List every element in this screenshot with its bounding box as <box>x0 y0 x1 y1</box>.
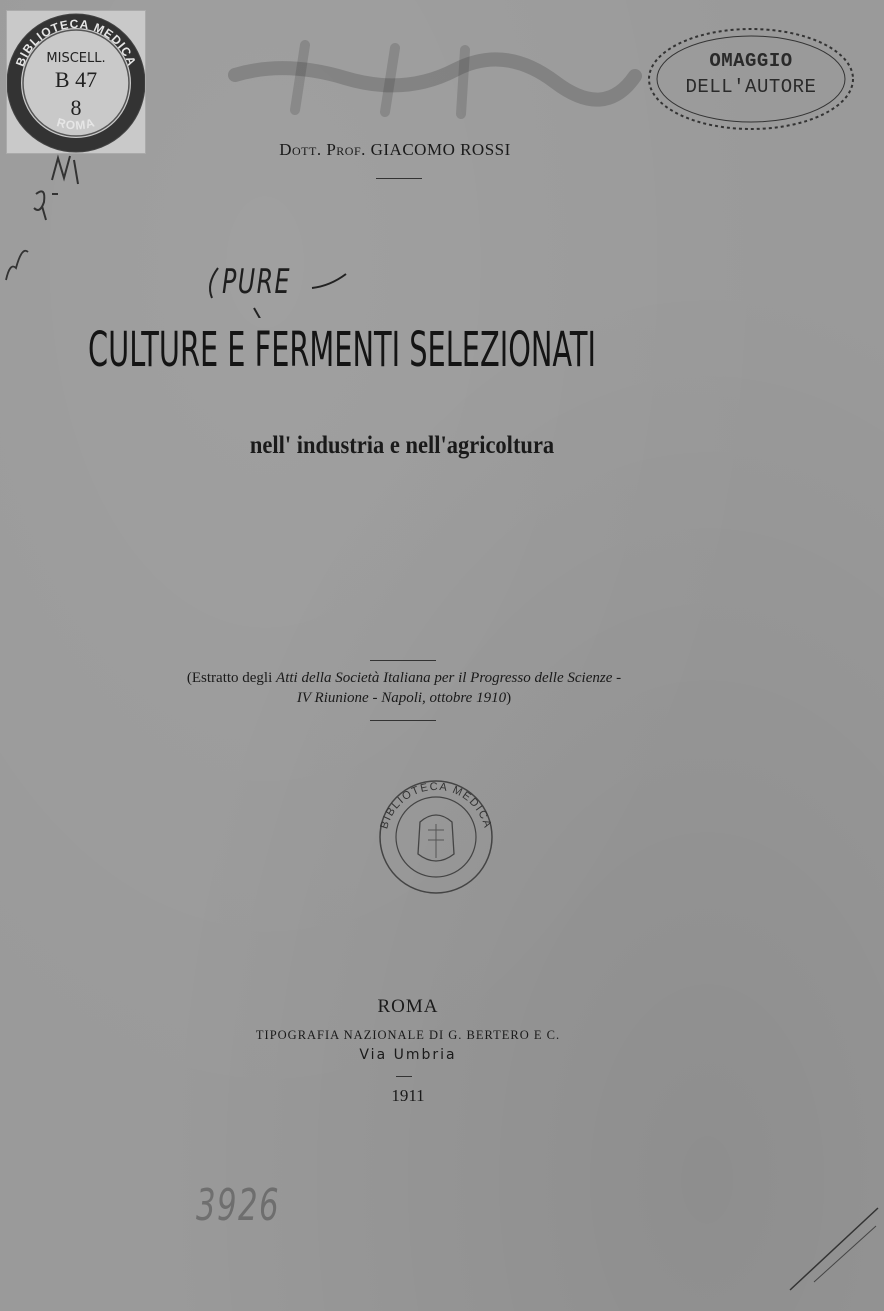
faded-show-through <box>225 30 645 120</box>
extract-prefix: (Estratto degli <box>186 670 277 686</box>
author-name: Dott. Prof. GIACOMO ROSSI <box>279 140 511 159</box>
library-shelf-collection: MISCELL. <box>46 51 106 66</box>
handwritten-pure: PURE <box>222 262 291 302</box>
library-ring-text: BIBLIOTECA MEDICA <box>12 16 140 69</box>
extract-journal: Atti della Società Italiana per il Progresso delle Scienze - <box>276 670 622 686</box>
library-shelf-number: B 47 <box>54 67 98 92</box>
divider <box>370 660 436 661</box>
handwriting-scribble-icon <box>0 150 110 300</box>
divider <box>376 178 422 179</box>
handwritten-insert <box>200 248 360 318</box>
handwritten-accession-number: 3926 <box>196 1180 280 1231</box>
publication-year: 1911 <box>391 1086 425 1105</box>
omaggio-line-1: OMAGGIO <box>709 50 793 72</box>
document-title: CULTURE E FERMENTI SELEZIONATI <box>88 322 596 378</box>
library-shelf-item: 8 <box>70 95 82 120</box>
publisher-printer: TIPOGRAFIA NAZIONALE DI G. BERTERO E C. <box>255 1028 561 1042</box>
extract-note <box>0 668 808 708</box>
author-line <box>0 140 790 160</box>
svg-text:BIBLIOTECA MEDICA <box>378 781 493 830</box>
seal-ring-text: BIBLIOTECA MEDICA <box>378 780 494 831</box>
publisher-street: Via Umbria <box>359 1047 457 1063</box>
library-seal <box>372 778 500 896</box>
divider <box>396 1076 412 1077</box>
divider <box>370 720 436 721</box>
omaggio-line-2: DELL'AUTORE <box>685 76 817 98</box>
extract-suffix: ) <box>506 690 512 706</box>
omaggio-stamp <box>645 24 857 134</box>
library-label <box>6 10 146 154</box>
library-ring-city: ROMA <box>55 115 97 133</box>
publisher-city: ROMA <box>377 996 439 1017</box>
circular-seal-icon <box>372 778 500 896</box>
corner-slash-mark-icon <box>784 1200 884 1300</box>
document-subtitle: nell' industria e nell'agricoltura <box>249 432 555 459</box>
extract-meeting: IV Riunione - Napoli, ottobre 1910 <box>296 690 507 706</box>
